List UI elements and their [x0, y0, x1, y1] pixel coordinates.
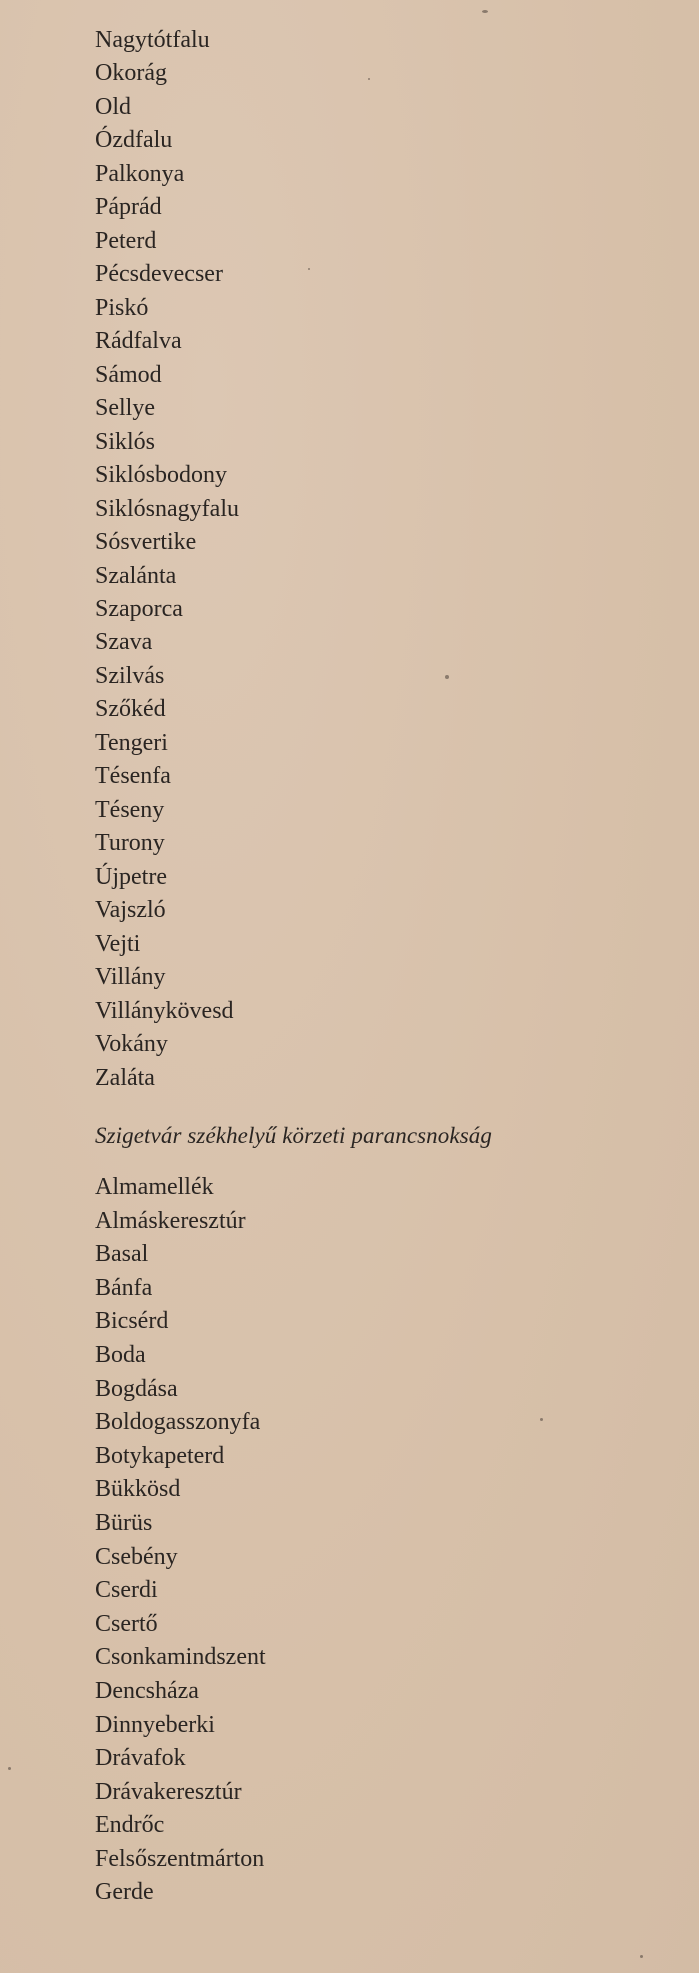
settlement-name: Csertő — [95, 1610, 158, 1637]
settlement-name: Sósvertike — [95, 529, 197, 556]
settlement-name: Pécsdevecser — [95, 261, 223, 288]
settlement-name: Téseny — [95, 796, 165, 823]
settlement-name: Bánfa — [95, 1274, 153, 1301]
settlement-name: Siklósbodony — [95, 462, 228, 489]
settlement-name: Vokány — [95, 1031, 168, 1058]
settlement-name: Tengeri — [95, 729, 168, 756]
settlement-name: Felsőszentmárton — [95, 1845, 265, 1872]
settlement-name: Sámod — [95, 361, 162, 388]
section-heading: Szigetvár székhelyű körzeti parancsnokság — [95, 1123, 492, 1148]
settlement-name: Páprád — [95, 194, 162, 221]
settlement-name: Villánykövesd — [95, 997, 234, 1024]
settlement-name: Drávakeresztúr — [95, 1778, 242, 1805]
settlement-name: Vajszló — [95, 897, 166, 924]
settlement-name: Újpetre — [95, 863, 167, 890]
settlement-name: Gerde — [95, 1879, 154, 1906]
settlement-name: Nagytótfalu — [95, 27, 210, 53]
settlement-name: Cserdi — [95, 1577, 158, 1604]
settlement-name: Boldogasszonyfa — [95, 1409, 261, 1436]
settlement-name: Turony — [95, 830, 165, 857]
scan-speck — [368, 78, 370, 80]
scan-speck — [540, 1418, 543, 1421]
settlement-name: Palkonya — [95, 160, 185, 187]
scan-speck — [640, 1955, 643, 1958]
settlement-name: Szaporca — [95, 595, 183, 622]
settlement-name: Almáskeresztúr — [95, 1207, 246, 1234]
settlement-name: Piskó — [95, 294, 149, 321]
settlement-name: Sellye — [95, 395, 155, 422]
settlement-name: Csebény — [95, 1543, 178, 1570]
settlement-name: Drávafok — [95, 1745, 186, 1772]
scan-speck — [482, 10, 488, 13]
settlement-name: Dencsháza — [95, 1677, 199, 1704]
settlement-name: Siklós — [95, 428, 156, 455]
settlement-name: Bicsérd — [95, 1308, 169, 1335]
scan-speck — [445, 675, 449, 679]
settlement-name: Old — [95, 93, 131, 120]
scan-speck — [8, 1767, 11, 1770]
settlement-name: Bogdása — [95, 1375, 178, 1402]
settlement-name: Bükkösd — [95, 1476, 181, 1503]
settlement-name: Peterd — [95, 227, 157, 254]
settlement-name: Szalánta — [95, 562, 177, 589]
settlement-name: Tésenfa — [95, 763, 171, 790]
settlement-name: Basal — [95, 1241, 149, 1268]
settlement-name: Szava — [95, 629, 153, 656]
settlement-name: Botykapeterd — [95, 1442, 225, 1469]
settlement-name: Ózdfalu — [95, 127, 173, 154]
settlement-name: Szőkéd — [95, 696, 166, 723]
settlement-name: Rádfalva — [95, 328, 182, 355]
settlement-name: Dinnyeberki — [95, 1711, 215, 1738]
settlement-name: Endrőc — [95, 1812, 165, 1839]
settlement-name: Szilvás — [95, 662, 165, 689]
settlement-name: Almamellék — [95, 1174, 214, 1200]
scan-speck — [308, 268, 310, 270]
settlement-name: Csonkamindszent — [95, 1644, 266, 1671]
settlement-name: Vejti — [95, 930, 141, 957]
settlement-name: Zaláta — [95, 1064, 155, 1091]
settlement-name: Villány — [95, 964, 166, 991]
settlement-name: Siklósnagyfalu — [95, 495, 239, 522]
settlement-name: Boda — [95, 1341, 146, 1368]
settlement-name: Okorág — [95, 60, 167, 87]
settlement-name: Bürüs — [95, 1509, 153, 1536]
